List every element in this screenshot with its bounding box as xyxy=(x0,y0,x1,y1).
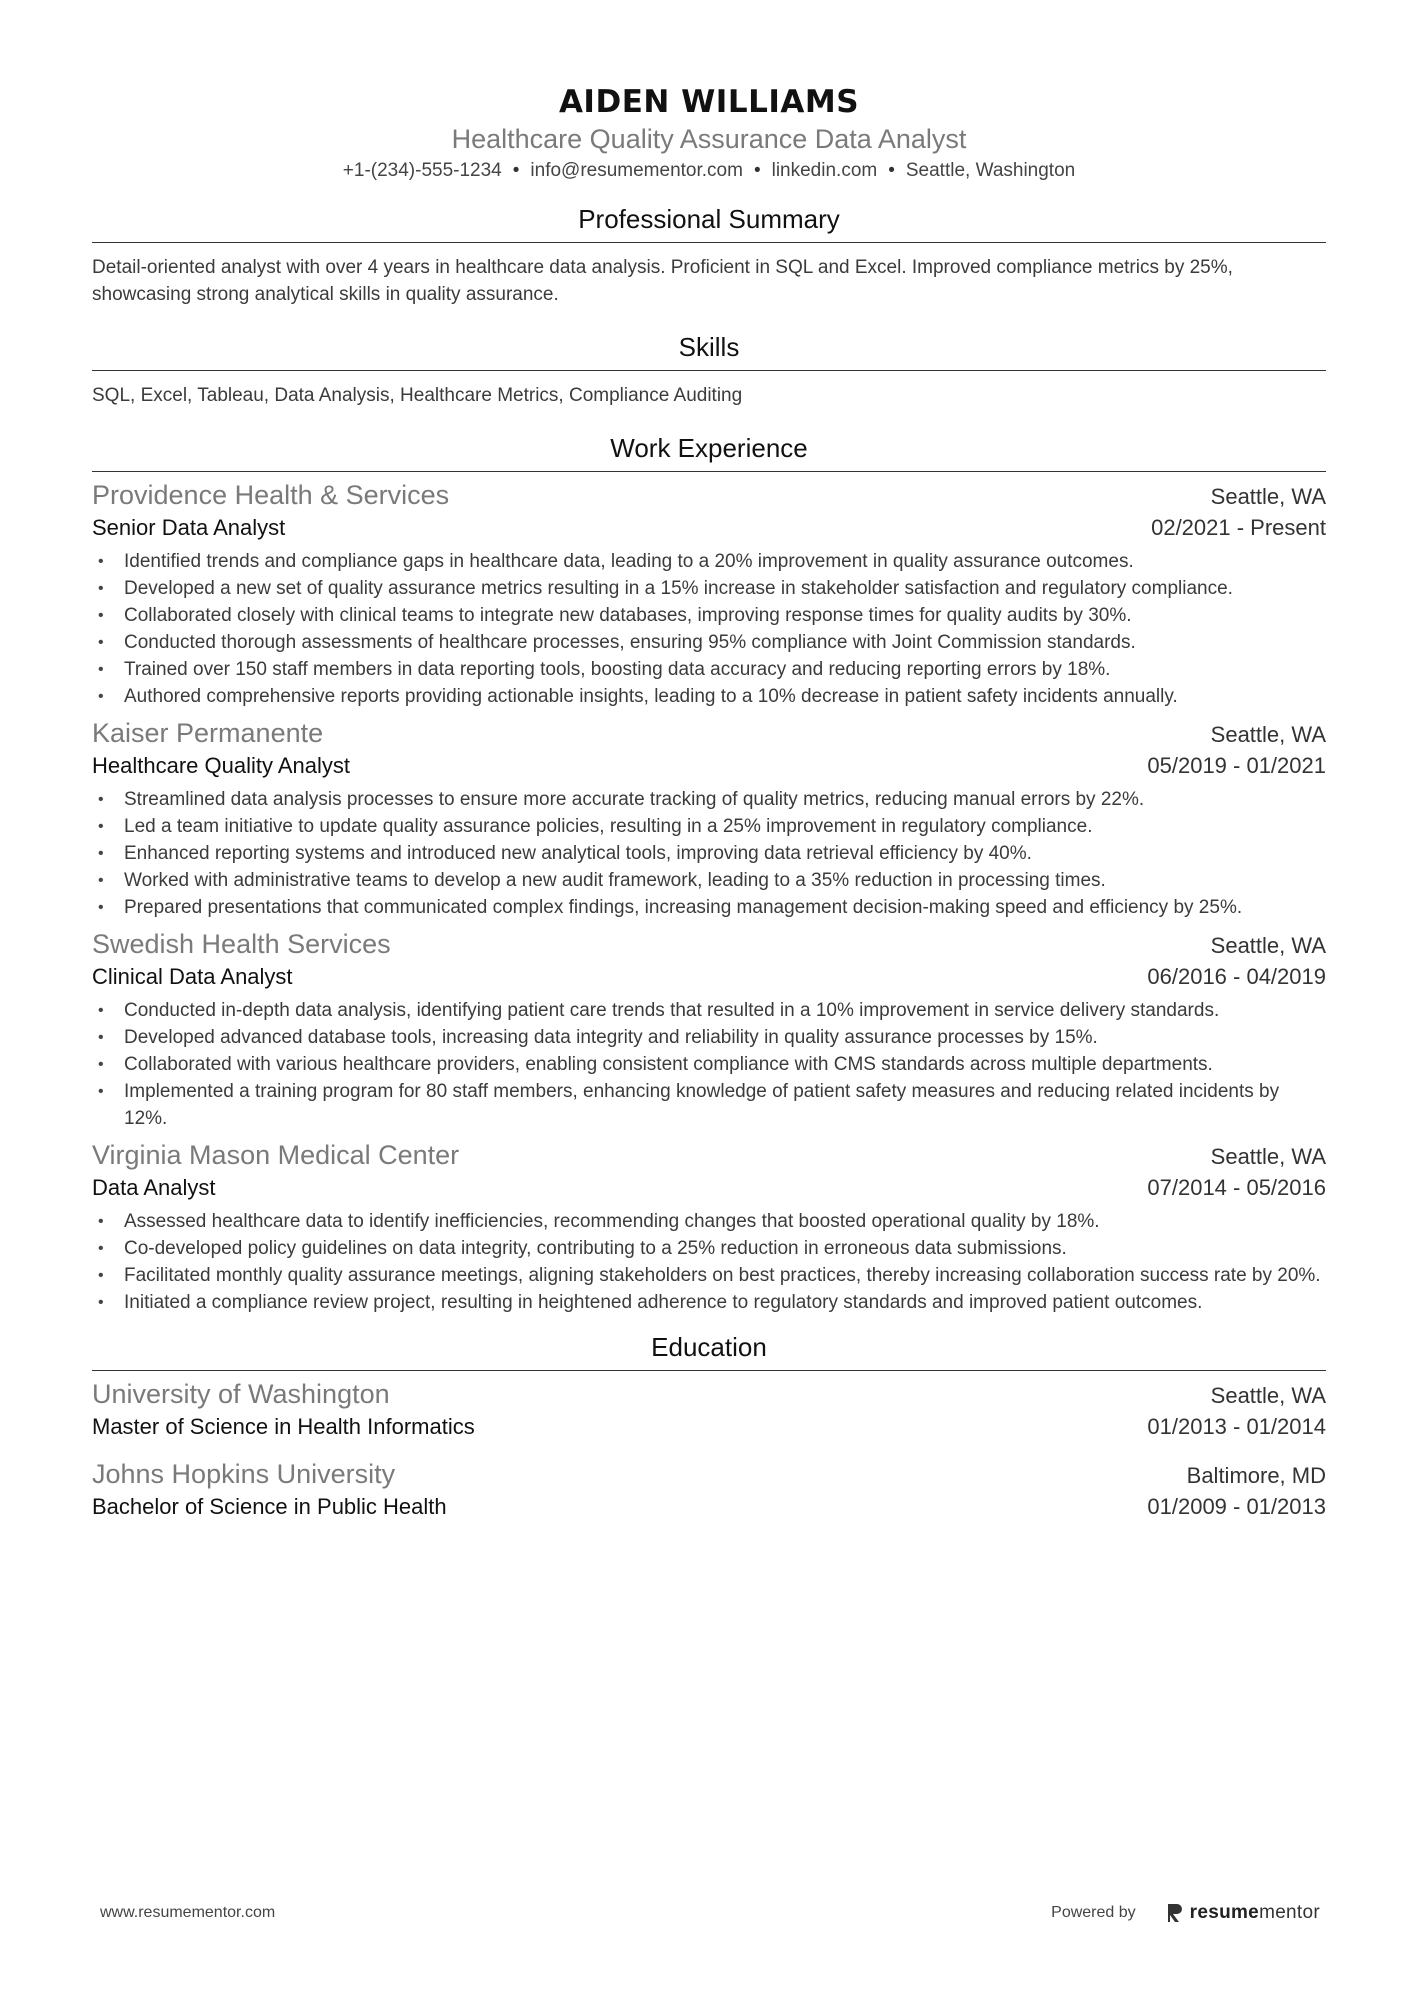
footer-website-link[interactable]: www.resumementor.com xyxy=(100,1904,276,1921)
job-location: Seattle, WA xyxy=(1210,1144,1326,1169)
job-bullet: • Authored comprehensive reports providing actionable insights, leading to a 10% decrease in patient safety incidents annually. xyxy=(92,683,1326,710)
job-dates: 02/2021 - Present xyxy=(1151,515,1326,540)
job-bullets xyxy=(92,997,1326,1132)
job-bullet: • Streamlined data analysis processes to ensure more accurate tracking of quality metrics, reducing manual errors by 22%. xyxy=(92,786,1326,813)
job-location: Seattle, WA xyxy=(1210,484,1326,509)
job-entry xyxy=(92,478,1326,710)
education-school: University of Washington xyxy=(92,1379,390,1409)
education-degree: Master of Science in Health Informatics xyxy=(92,1414,475,1439)
job-bullet: • Developed a new set of quality assurance metrics resulting in a 15% increase in stakeholder satisfaction and regulatory compliance. xyxy=(92,575,1326,602)
skills-section xyxy=(92,330,1326,409)
job-bullet: • Assessed healthcare data to identify inefficiencies, recommending changes that boosted operational quality by 18%. xyxy=(92,1208,1326,1235)
powered-by-label: Powered by xyxy=(1051,1904,1136,1921)
job-bullets xyxy=(92,1208,1326,1316)
skills-text: SQL, Excel, Tableau, Data Analysis, Healthcare Metrics, Compliance Auditing xyxy=(92,385,743,406)
brand-logo-text xyxy=(1190,1902,1320,1924)
job-bullet: • Facilitated monthly quality assurance meetings, aligning stakeholders on best practices, thereby increasing collaboration success rate by 20%. xyxy=(92,1262,1326,1289)
job-entry xyxy=(92,716,1326,921)
job-company: Virginia Mason Medical Center xyxy=(92,1140,460,1170)
contact-separator: • xyxy=(888,160,895,181)
contact-linkedin: linkedin.com xyxy=(771,160,878,181)
resume-page xyxy=(92,0,1326,1523)
job-company: Swedish Health Services xyxy=(92,929,391,959)
education-degree: Bachelor of Science in Public Health xyxy=(92,1494,447,1519)
job-location: Seattle, WA xyxy=(1210,722,1326,747)
job-bullet: • Conducted thorough assessments of healthcare processes, ensuring 95% compliance with Joint Commission standards. xyxy=(92,629,1326,656)
job-bullet: • Implemented a training program for 80 staff members, enhancing knowledge of patient safety measures and reducing related incidents by 12%. xyxy=(92,1078,1326,1132)
contact-location: Seattle, Washington xyxy=(905,160,1076,181)
work-section xyxy=(92,431,1326,1316)
summary-text: Detail-oriented analyst with over 4 years in healthcare data analysis. Proficient in SQL and Excel. Improved compliance metrics by 25%, showcasing strong analytical skills in quality assurance. xyxy=(92,257,1233,305)
job-bullet: • Conducted in-depth data analysis, identifying patient care trends that resulted in a 10% improvement in service delivery standards. xyxy=(92,997,1326,1024)
job-location: Seattle, WA xyxy=(1210,933,1326,958)
job-bullets xyxy=(92,786,1326,921)
brand-bold: resume xyxy=(1189,1902,1260,1923)
summary-section xyxy=(92,202,1326,308)
page-footer xyxy=(100,1902,1320,1924)
job-dates: 06/2016 - 04/2019 xyxy=(1147,964,1326,989)
job-bullet: • Prepared presentations that communicated complex findings, increasing management decision-making speed and efficiency by 25%. xyxy=(92,894,1326,921)
job-role: Data Analyst xyxy=(92,1175,216,1200)
section-title-work: Work Experience xyxy=(92,431,1326,472)
education-location: Baltimore, MD xyxy=(1186,1463,1326,1488)
candidate-headline: Healthcare Quality Assurance Data Analyst xyxy=(451,124,967,154)
education-entry xyxy=(92,1377,1326,1443)
candidate-name: AIDEN WILLIAMS xyxy=(558,84,860,120)
job-bullet: • Enhanced reporting systems and introduced new analytical tools, improving data retrieval efficiency by 40%. xyxy=(92,840,1326,867)
education-section xyxy=(92,1330,1326,1523)
contact-separator: • xyxy=(753,160,761,181)
job-role: Senior Data Analyst xyxy=(92,515,286,540)
job-bullet: • Initiated a compliance review project, resulting in heightened adherence to regulatory standards and improved patient outcomes. xyxy=(92,1289,1326,1316)
education-dates: 01/2013 - 01/2014 xyxy=(1147,1414,1326,1439)
job-bullet: • Co-developed policy guidelines on data integrity, contributing to a 25% reduction in erroneous data submissions. xyxy=(92,1235,1326,1262)
section-title-skills: Skills xyxy=(92,330,1326,371)
contact-line xyxy=(92,156,1326,186)
resumementor-logo-icon xyxy=(1166,1902,1184,1924)
job-entry xyxy=(92,927,1326,1132)
education-school: Johns Hopkins University xyxy=(92,1459,396,1489)
job-bullets xyxy=(92,548,1326,710)
contact-separator: • xyxy=(512,160,520,181)
job-bullet: • Collaborated closely with clinical teams to integrate new databases, improving response times for quality audits by 30%. xyxy=(92,602,1326,629)
section-title-summary: Professional Summary xyxy=(92,202,1326,243)
education-location: Seattle, WA xyxy=(1210,1383,1326,1408)
job-dates: 05/2019 - 01/2021 xyxy=(1147,753,1326,778)
contact-email: info@resumementor.com xyxy=(530,160,743,181)
job-entry xyxy=(92,1138,1326,1316)
job-bullet: • Worked with administrative teams to develop a new audit framework, leading to a 35% reduction in processing times. xyxy=(92,867,1326,894)
resume-header xyxy=(92,0,1326,186)
job-bullet: • Trained over 150 staff members in data reporting tools, boosting data accuracy and reducing reporting errors by 18%. xyxy=(92,656,1326,683)
job-bullet: • Developed advanced database tools, increasing data integrity and reliability in quality assurance processes by 15%. xyxy=(92,1024,1326,1051)
education-entry xyxy=(92,1457,1326,1523)
job-bullet: • Led a team initiative to update quality assurance policies, resulting in a 25% improvement in regulatory compliance. xyxy=(92,813,1326,840)
brand-rest: mentor xyxy=(1259,1902,1320,1923)
education-dates: 01/2009 - 01/2013 xyxy=(1147,1494,1326,1519)
job-dates: 07/2014 - 05/2016 xyxy=(1147,1175,1326,1200)
job-bullet: • Collaborated with various healthcare providers, enabling consistent compliance with CMS standards across multiple departments. xyxy=(92,1051,1326,1078)
contact-phone: +1-(234)-555-1234 xyxy=(342,160,502,181)
job-company: Kaiser Permanente xyxy=(92,718,324,748)
job-company: Providence Health & Services xyxy=(92,480,450,510)
powered-by xyxy=(1051,1902,1320,1924)
job-role: Clinical Data Analyst xyxy=(92,964,293,989)
section-title-education: Education xyxy=(92,1330,1326,1371)
job-role: Healthcare Quality Analyst xyxy=(92,753,351,778)
job-bullet: • Identified trends and compliance gaps in healthcare data, leading to a 20% improvement in quality assurance outcomes. xyxy=(92,548,1326,575)
